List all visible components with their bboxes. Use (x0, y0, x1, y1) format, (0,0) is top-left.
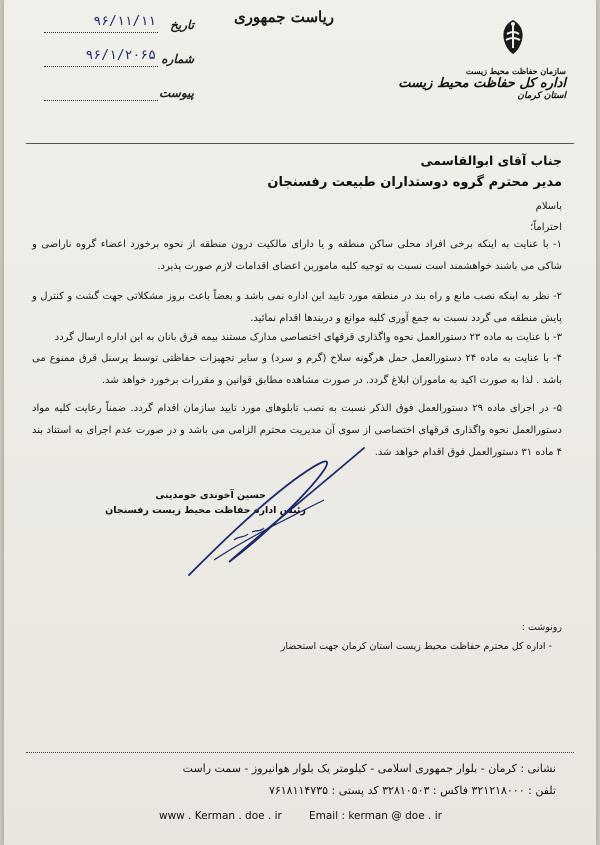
organization-block (386, 66, 566, 101)
org-line2: اداره کل حفاظت محیط زیست (398, 76, 566, 91)
doe-emblem-icon (496, 18, 530, 56)
date-value: ۹۶/۱۱/۱۱ (93, 14, 156, 29)
addressee-title: مدیر محترم گروه دوستداران طبیعت رفسنجان (267, 175, 562, 190)
footer-address: نشانی : کرمان - بلوار جمهوری اسلامی - کیلومتر یک بلوار هوانیروز - سمت راست (182, 762, 556, 775)
paragraph-1: ۱- با عنایت به اینکه برخی افراد محلی ساکن منطقه و یا دارای مالکیت درون منطقه از نحوه برخورد اعضاء گروه ناراضی و شاکی می باشند خواهشمند است نسبت به توجیه کلیه ماموربن اعضای اقدامات لازم صورت پذیرد. (32, 239, 562, 272)
number-label: شماره (161, 52, 194, 66)
signatory-title: رئیس اداره حفاظت محیط زیست رفسنجان (105, 505, 306, 516)
attachment-label: پیوست (159, 86, 194, 100)
number-row (44, 48, 194, 74)
handwritten-signature-icon (174, 440, 374, 585)
paragraph-5: ۵- در اجرای ماده ۲۹ دستورالعمل فوق الذکر نسبت به نصب تابلوهای مورد تایید سازمان اقدام گردد. ضمناً رعایت کلیه مواد دستورالعمل نحوه واگذاری قرقهای اختصاصی از سوی آن مدیریت محترم الزامی می باشد و در صورت عدم اجرای به استناد بند ۴ ماده ۳۱ دستورالعمل فوق اقدام خواهد شد. (32, 403, 562, 458)
number-value: ۹۶/۱/۲۰۶۵ (85, 48, 156, 63)
date-label: تاریخ (170, 18, 194, 32)
org-line3: استان کرمان (517, 91, 566, 101)
header-divider (26, 143, 574, 144)
greeting: باسلام (535, 201, 562, 212)
number-underline (44, 66, 158, 67)
addressee: جناب آقای ابوالقاسمی (420, 153, 562, 168)
signatory-name: حسین آخوندی حومدینی (155, 490, 266, 501)
cc-label: رونوشت : (521, 622, 562, 633)
paragraph-3: ۳- با عنایت به ماده ۲۳ دستورالعمل نحوه واگذاری قرقهای اختصاصی مدارک مستند بیمه قرق بانان به این اداره ارسال گردد (54, 332, 562, 343)
attachment-row (44, 86, 194, 108)
paragraph-4: ۴- با عنایت به ماده ۲۴ دستورالعمل حمل هرگونه سلاح (گرم و سرد) و سایر تجهیزات حفاظتی توسط پرسنل قرق ممنوع می باشد . لذا به صورت اکید به ماموران ابلاغ گردد. در صورت مشاهده مطابق قوانین و مقررات برخورد خواهد شد. (32, 353, 562, 386)
respect-line: احتراماً؛ (530, 222, 562, 233)
footer-divider (26, 752, 574, 753)
date-underline (44, 32, 158, 33)
letterhead-title: ریاست جمهوری (233, 8, 335, 26)
footer-website: www . Kerman . doe . ir (159, 810, 282, 822)
cc-item: - اداره کل محترم حفاظت محیط زیست استان کرمان جهت استحضار (280, 641, 552, 652)
paragraph-2: ۲- نظر به اینکه نصب مانع و راه بند در منطقه مورد تایید این اداره نمی باشد و بعضاً باعث بروز مشکلاتی جهت گشت و کنترل و پایش منطقه می گردد نسبت به جمع آوری کلیه موانع و دربندها اقدام نمائید. (32, 291, 562, 324)
letter-sheet (4, 0, 596, 845)
date-row (44, 14, 194, 40)
footer-email: Email : kerman @ doe . ir (309, 810, 442, 822)
footer-phone: تلفن : ۳۲۱۲۱۸۰۰۰ فاکس : ۳۲۸۱۰۵۰۳ کد پستی : ۷۶۱۸۱۱۴۷۳۵ (268, 784, 556, 797)
org-line1: سازمان حفاظت محیط زیست (465, 66, 566, 76)
attachment-underline (44, 100, 158, 101)
